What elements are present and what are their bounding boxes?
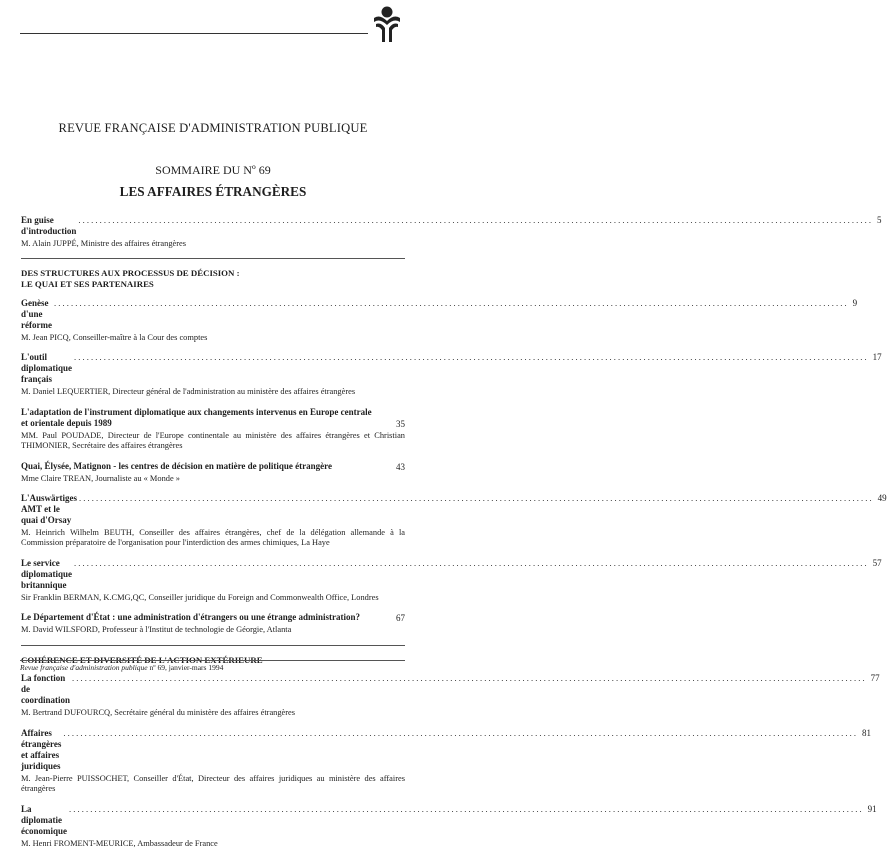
page-number: 77 (870, 673, 880, 684)
toc-entry (21, 727, 871, 795)
entry-author: M. Jean-Pierre PUISSOCHET, Conseiller d'État, Directeur des affaires juridiques au ministère des affaires étrangères (21, 773, 405, 794)
toc-entry (21, 557, 882, 603)
leader-dots (72, 673, 865, 683)
page-footer (20, 663, 223, 672)
section-heading-coherence: COHÉRENCE ET DIVERSITÉ DE L'ACTION EXTÉRIEURE (21, 654, 263, 665)
leader-dots (54, 298, 847, 308)
leader-dots (78, 215, 871, 225)
entry-title: Affaires étrangères et affaires juridiques (21, 727, 62, 771)
header-rule (20, 33, 368, 34)
toc-entry (21, 673, 880, 718)
page-number: 49 (877, 493, 887, 504)
leader-dots (79, 493, 872, 503)
section-divider (21, 258, 405, 259)
toc-entry (21, 298, 858, 343)
entry-author: Mme Claire TREAN, Journaliste au « Monde » (21, 473, 180, 483)
page-number: 9 (852, 298, 858, 308)
leader-dots (69, 804, 862, 814)
entry-author: Sir Franklin BERMAN, K.CMG,QC, Conseiller juridique du Foreign and Commonwealth Office, Londres (21, 592, 379, 602)
entry-title: En guise d'introduction (21, 215, 77, 236)
entry-author: M. Bertrand DUFOURCQ, Secrétaire général du ministère des affaires étrangères (21, 708, 296, 718)
section-heading-structures (21, 268, 405, 290)
theme-title: LES AFFAIRES ÉTRANGÈRES (119, 184, 307, 199)
toc-entry (21, 407, 405, 452)
toc-entry (21, 612, 405, 635)
entry-title: Quai, Élysée, Matignon - les centres de décision en matière de politique étrangère (21, 460, 332, 471)
entry-title: L'Auswärtiges AMT et le quai d'Orsay (21, 493, 77, 526)
table-of-contents (21, 215, 887, 858)
toc-entry (21, 352, 882, 397)
page-number: 91 (867, 803, 877, 814)
entry-title: La fonction de coordination (21, 673, 71, 706)
footer-rule (20, 660, 405, 661)
toc-entry-intro (21, 215, 882, 249)
leader-dots (74, 558, 867, 568)
entry-author: M. Alain JUPPÉ, Ministre des affaires étrangères (21, 239, 186, 248)
toc-entry (21, 803, 877, 849)
entry-author: MM. Paul POUDADE, Directeur de l'Europe continentale au ministère des affaires étrangères et Christian THIMONIER, Secrétaire des affaires étrangères (21, 430, 405, 451)
page-number: 5 (876, 215, 882, 225)
entry-title: La diplomatie économique (21, 803, 67, 836)
entry-author: M. Daniel LEQUERTIER, Directeur général de l'administration au ministère des affaires étrangères (21, 387, 356, 397)
toc-entry (21, 461, 405, 484)
entry-title: L'outil diplomatique français (21, 352, 73, 385)
journal-title: REVUE FRANÇAISE D'ADMINISTRATION PUBLIQUE (58, 121, 368, 135)
entry-title: Genèse d'une réforme (21, 298, 52, 330)
entry-author: M. Henri FROMENT-MEURICE, Ambassadeur de France (21, 838, 218, 848)
section-divider (21, 645, 405, 646)
section-heading-line: DES STRUCTURES AUX PROCESSUS DE DÉCISION : (21, 268, 240, 279)
issue-title: SOMMAIRE DU Nº 69 (155, 163, 271, 177)
page-number: 17 (872, 352, 882, 363)
publisher-logo-icon (370, 4, 404, 44)
toc-entry (21, 493, 887, 549)
entry-title: L'adaptation de l'instrument diplomatique aux changements intervenus en Europe centrale et orientale depuis 1989 (21, 406, 372, 428)
footer-issue: nº 69, janvier-mars 1994 (149, 663, 224, 672)
entry-author: M. Heinrich Wilhelm BEUTH, Conseiller des affaires étrangères, chef de la délégation allemande à la Commission préparatoire de l'organisation pour l'interdiction des armes chimiques, La Haye (21, 528, 405, 548)
page-number: 57 (872, 557, 882, 568)
leader-dots (74, 352, 867, 362)
footer-journal: Revue française d'administration publique (20, 663, 148, 672)
section-heading-line: LE QUAI ET SES PARTENAIRES (21, 279, 154, 290)
entry-author: M. David WILSFORD, Professeur à l'Institut de technologie de Géorgie, Atlanta (21, 625, 292, 635)
entry-title: Le Département d'État : une administration d'étrangers ou une étrange administration? (21, 612, 360, 623)
page-number: 81 (861, 727, 871, 738)
page-number: 43 (396, 461, 405, 472)
page-number: 35 (396, 418, 405, 429)
leader-dots (63, 728, 856, 738)
entry-title: Le service diplomatique britannique (21, 557, 73, 590)
page-number: 67 (396, 613, 405, 624)
entry-author: M. Jean PICQ, Conseiller-maître à la Cour des comptes (21, 333, 208, 342)
